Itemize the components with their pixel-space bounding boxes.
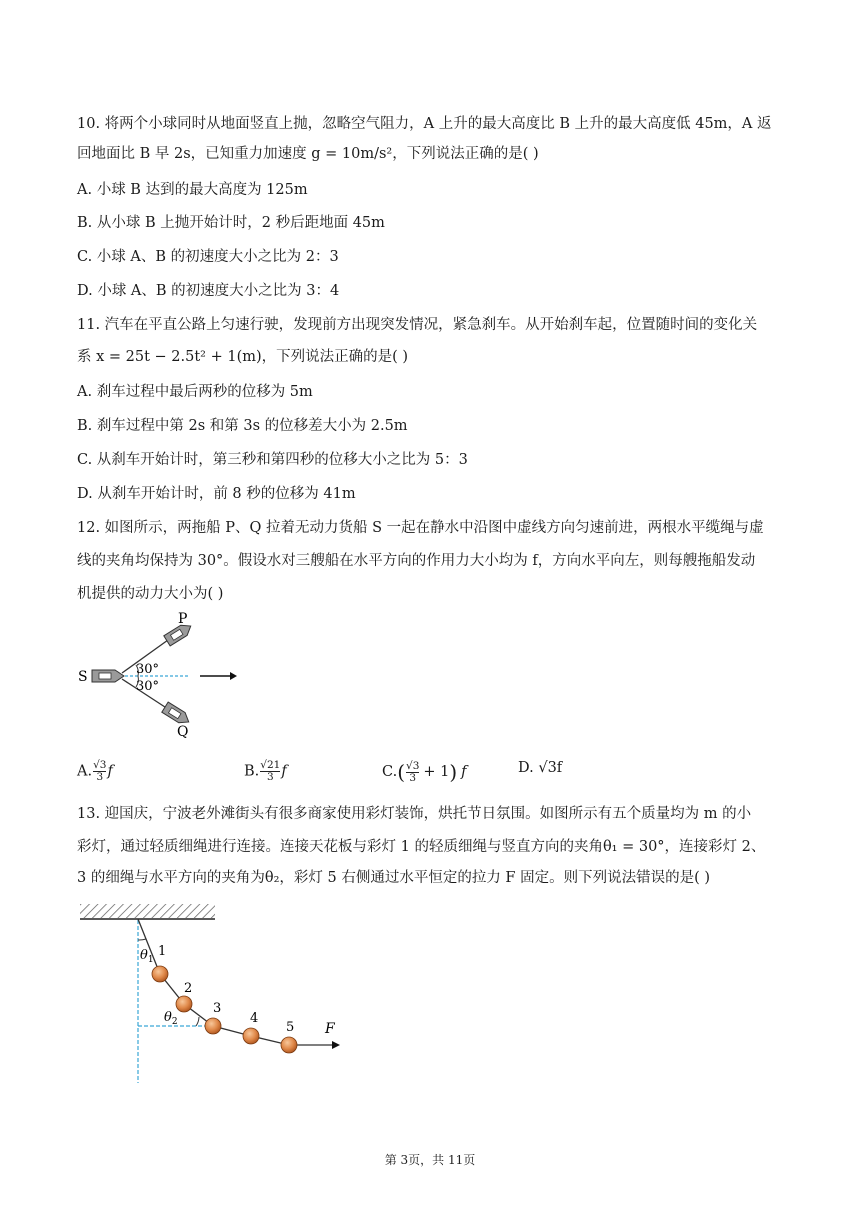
- q11-option-b[interactable]: B. 刹车过程中第 2s 和第 3s 的位移差大小为 2.5m: [77, 418, 408, 434]
- lamp-4: [243, 1028, 259, 1044]
- lamp-label-3: 3: [213, 1001, 222, 1016]
- angle-label-top: 30°: [136, 662, 160, 677]
- q11-stem-line2: 系 x = 25t − 2.5t² + 1(m)，下列说法正确的是( ): [77, 349, 409, 365]
- lamp-label-2: 2: [184, 981, 193, 996]
- option-c-f: f: [461, 764, 467, 780]
- q12-stem-line2: 线的夹角均保持为 30°。假设水对三艘船在水平方向的作用力大小均为 f，方向水平向左，则每艘拖船发动: [77, 553, 756, 569]
- q10-option-a[interactable]: A. 小球 B 达到的最大高度为 125m: [77, 182, 308, 198]
- ceiling-hatch: [80, 904, 215, 918]
- q10-option-b[interactable]: B. 从小球 B 上抛开始计时，2 秒后距地面 45m: [77, 215, 385, 231]
- option-c-prefix: C.: [382, 764, 398, 780]
- q12-option-a[interactable]: [77, 760, 113, 783]
- option-b-fraction: [260, 760, 280, 783]
- option-a-num: √3: [93, 759, 107, 771]
- q11-option-a[interactable]: A. 刹车过程中最后两秒的位移为 5m: [77, 384, 313, 400]
- theta1-arc: [138, 939, 146, 940]
- q13-stem-line2: 彩灯，通过轻质细绳进行连接。连接天花板与彩灯 1 的轻质细绳与竖直方向的夹角θ₁ = 30°，连接彩灯 2、: [77, 839, 766, 855]
- theta2-arc: [196, 1017, 199, 1026]
- force-label-f: F: [325, 1021, 335, 1037]
- lamp-label-5: 5: [286, 1020, 295, 1035]
- option-a-f: f: [107, 763, 113, 780]
- boat-s-icon: [92, 670, 124, 682]
- option-d-text: √3f: [538, 760, 563, 776]
- option-c-den: 3: [409, 771, 417, 784]
- label-s: S: [78, 669, 88, 685]
- label-q: Q: [177, 724, 189, 740]
- q10-stem-line1: 10. 将两个小球同时从地面竖直上抛，忽略空气阻力，A 上升的最大高度比 B 上升的最大高度低 45m，A 返: [77, 116, 772, 132]
- q13-stem-line1: 13. 迎国庆，宁波老外滩街头有很多商家使用彩灯装饰，烘托节日氛围。如图所示有五个质量均为 m 的小: [77, 806, 752, 822]
- option-c-fraction: [406, 761, 419, 784]
- q11-option-d[interactable]: D. 从刹车开始计时，前 8 秒的位移为 41m: [77, 486, 356, 502]
- q11-option-c[interactable]: C. 从刹车开始计时，第三秒和第四秒的位移大小之比为 5：3: [77, 452, 468, 468]
- page-footer: 第 3页，共 11页: [384, 1153, 476, 1167]
- option-c-num: √3: [406, 759, 420, 772]
- theta1-label: $\theta_1$: [140, 948, 154, 965]
- q10-option-c[interactable]: C. 小球 A、B 的初速度大小之比为 2：3: [77, 249, 339, 265]
- q12-stem-line3: 机提供的动力大小为( ): [77, 586, 224, 602]
- lamp-label-4: 4: [250, 1011, 259, 1026]
- lamp-5: [281, 1037, 297, 1053]
- option-c-open-paren: (: [397, 760, 405, 784]
- lamp-2: [176, 996, 192, 1012]
- q10-stem-line2: 回地面比 B 早 2s，已知重力加速度 g = 10m/s²，下列说法正确的是( ): [77, 146, 539, 162]
- q10-option-d[interactable]: D. 小球 A、B 的初速度大小之比为 3：4: [77, 283, 340, 299]
- lamp-1: [152, 966, 168, 982]
- q13-stem-line3: 3 的细绳与水平方向的夹角为θ₂，彩灯 5 右侧通过水平恒定的拉力 F 固定。则下列说法错误的是( ): [77, 870, 711, 886]
- option-d-prefix: D.: [518, 760, 534, 776]
- q12-boats-figure: [70, 610, 250, 750]
- q11-stem-line1: 11. 汽车在平直公路上匀速行驶，发现前方出现突发情况，紧急刹车。从开始刹车起，位置随时间的变化关: [77, 317, 758, 333]
- option-c-close-paren: ): [449, 760, 458, 784]
- option-a-prefix: A.: [77, 763, 93, 780]
- q12-option-d[interactable]: [518, 760, 562, 776]
- q12-options: [77, 760, 637, 784]
- option-b-f: f: [281, 763, 287, 780]
- lamp-3: [205, 1018, 221, 1034]
- lamp-label-1: 1: [158, 944, 167, 959]
- force-arrow-head: [332, 1041, 340, 1049]
- option-b-prefix: B.: [244, 763, 260, 780]
- q12-stem-line1: 12. 如图所示，两拖船 P、Q 拉着无动力货船 S 一起在静水中沿图中虚线方向匀速前进，两根水平缆绳与虚: [77, 520, 764, 536]
- option-a-den: 3: [96, 771, 104, 783]
- q12-option-c[interactable]: [382, 760, 467, 784]
- option-b-num: √21: [260, 759, 281, 771]
- option-a-fraction: [93, 760, 106, 783]
- option-b-den: 3: [266, 771, 274, 783]
- angle-label-bottom: 30°: [136, 679, 160, 694]
- label-p: P: [178, 611, 188, 627]
- option-c-plus-one: + 1: [423, 764, 450, 780]
- q12-option-b[interactable]: [244, 760, 287, 783]
- q13-lanterns-figure: [76, 900, 356, 1090]
- motion-arrow-head: [230, 672, 237, 680]
- theta2-label: $\theta_2$: [164, 1010, 178, 1027]
